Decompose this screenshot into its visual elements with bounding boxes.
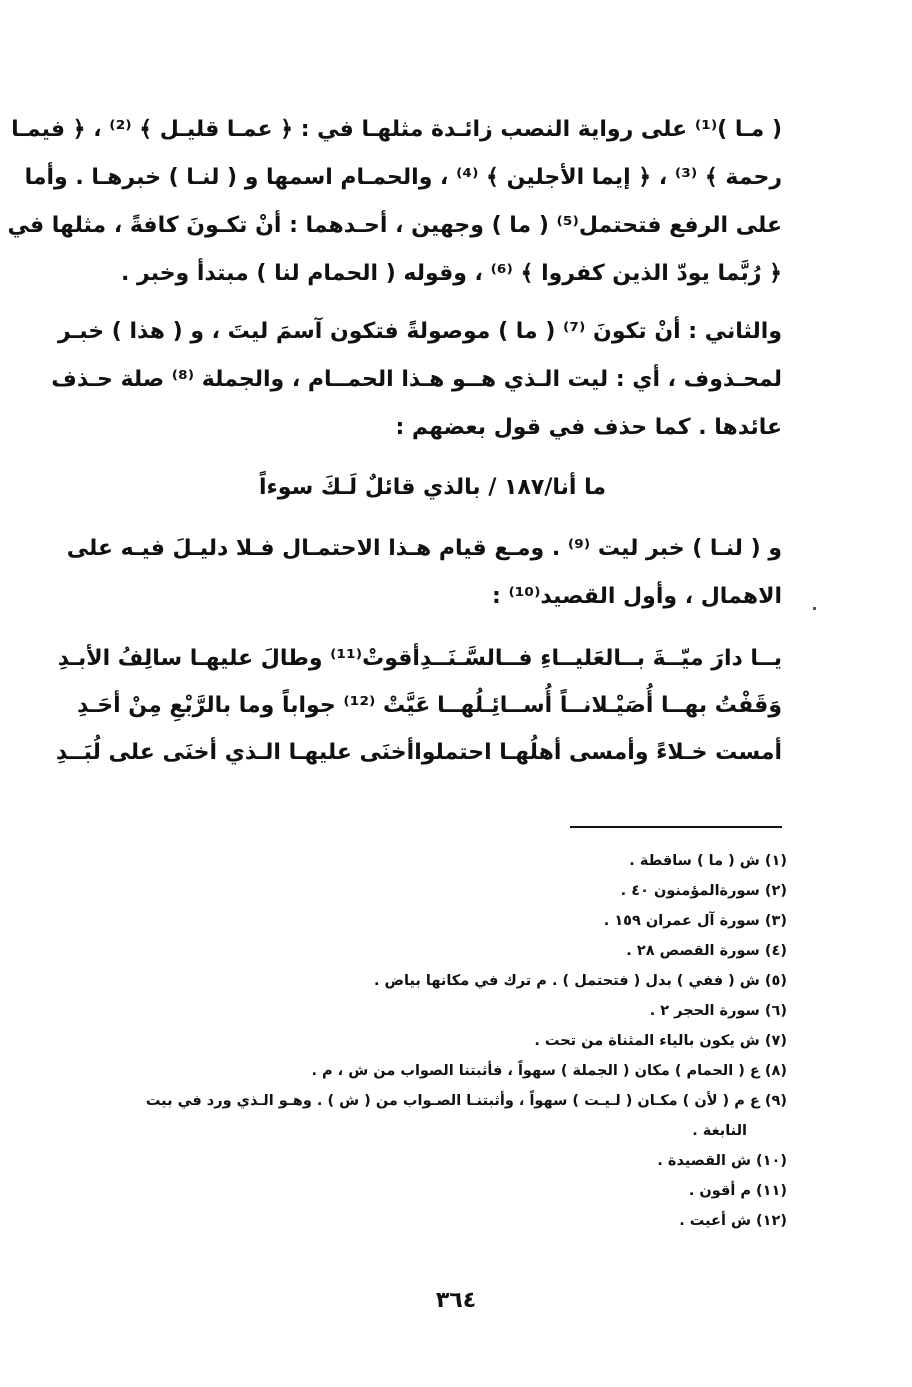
- footnote: (٧) ش يكون بالياء المثناة من تحت .: [534, 1033, 787, 1049]
- paragraph-2: [51, 308, 782, 452]
- hemistich-first: يــا دارَ ميّــةَ بــالعَليــاءِ فــالسَّـنَــدِ: [419, 646, 782, 671]
- footnote: (١) ش ( ما ) ساقطة .: [629, 853, 787, 869]
- hemistich-second: أخنَى عليهـا الـذي أخنَى على لُبَــدِ: [55, 740, 415, 765]
- scan-speck: [813, 607, 816, 610]
- paragraph-line: رحمة ﴾ ⁽³⁾ ، ﴿ إيما الأجلين ﴾ ⁽⁴⁾ ، والحمـام اسمها و ( لنـا ) خبرهـا . وأما: [24, 165, 782, 190]
- footnote: (٣) سورة آل عمران ١٥٩ .: [603, 913, 787, 929]
- hemistich-second: عَيَّتْ ⁽¹²⁾ جواباً وما بالرَّبْعِ مِنْ أحَـدِ: [77, 693, 431, 718]
- paragraph-line: والثاني : أنْ تكونَ ⁽⁷⁾ ( ما ) موصولةً فتكون آسمَ ليتَ ، و ( هذا ) خبـر: [58, 319, 782, 344]
- footnote: (١١) م أقون .: [688, 1183, 787, 1199]
- footnote: (٨) ع ( الحمام ) مكان ( الجملة ) سهواً ، فأثبتنا الصواب من ش ، م .: [311, 1063, 787, 1079]
- poem: [55, 635, 782, 776]
- hemistich-first: أمست خـلاءً وأمسى أهلُهـا احتملوا: [414, 740, 782, 765]
- footnote: (٤) سورة القصص ٢٨ .: [626, 943, 787, 959]
- paragraph-line: ﴿ رُبَّما يودّ الذين كفروا ﴾ ⁽⁶⁾ ، وقوله ( الحمام لنا ) مبتدأ وخبر .: [121, 261, 782, 286]
- paragraph-line: عائدها . كما حذف في قول بعضهم :: [395, 415, 782, 440]
- quoted-verse: ما أنا/١٨٧ / بالذي قائلٌ لَـكَ سوءاً: [259, 475, 606, 500]
- paragraph-line: و ( لنـا ) خبر ليت ⁽⁹⁾ . ومـع قيام هـذا الاحتمـال فـلا دليـلَ فيـه على: [66, 536, 782, 561]
- footnote: النابغة .: [692, 1123, 747, 1139]
- poem-verse: [57, 635, 782, 682]
- footnote: (١٠) ش القصيدة .: [657, 1153, 787, 1169]
- footnote: (١٢) ش أعيت .: [679, 1213, 787, 1229]
- paragraph-1: [7, 106, 782, 298]
- footnote: (٩) ع م ( لأن ) مكـان ( لـيـت ) سهواً ، وأثبتنـا الصـواب من ( ش ) . وهـو الـذي ورد في بيت: [145, 1093, 787, 1109]
- paragraph-3: [66, 525, 782, 621]
- paragraph-line: على الرفع فتحتمل⁽⁵⁾ ( ما ) وجهين ، أحـدهما : أنْ تكـونَ كافةً ، مثلها في: [7, 213, 782, 238]
- paragraph-line: ( مـا )⁽¹⁾ على رواية النصب زائـدة مثلهـا في : ﴿ عمـا قليـل ﴾ ⁽²⁾ ، ﴿ فيمـا: [11, 117, 782, 142]
- footnote-divider: [570, 826, 782, 828]
- footnotes: [75, 846, 787, 1236]
- paragraph-line: الاهمال ، وأول القصيد⁽¹⁰⁾ :: [491, 584, 782, 609]
- footnote: (٢) سورةالمؤمنون ٤٠ .: [620, 883, 787, 899]
- hemistich-second: أقوتْ⁽¹¹⁾ وطالَ عليهـا سالِفُ الأبـدِ: [57, 646, 420, 671]
- poem-verse: [55, 729, 782, 776]
- page-number: ٣٦٤: [435, 1288, 477, 1313]
- footnote: (٦) سورة الحجر ٢ .: [649, 1003, 787, 1019]
- footnote: (٥) ش ( ففي ) بدل ( فتحتمل ) . م ترك في مكانها بياض .: [373, 973, 787, 989]
- paragraph-line: لمحـذوف ، أي : ليت الـذي هــو هـذا الحمــام ، والجملة ⁽⁸⁾ صلة حـذف: [51, 367, 782, 392]
- hemistich-first: وَقَفْتُ بهــا أُصَيْـلانــاً أُســائِـلُهــا: [437, 693, 782, 718]
- poem-verse: [77, 682, 782, 729]
